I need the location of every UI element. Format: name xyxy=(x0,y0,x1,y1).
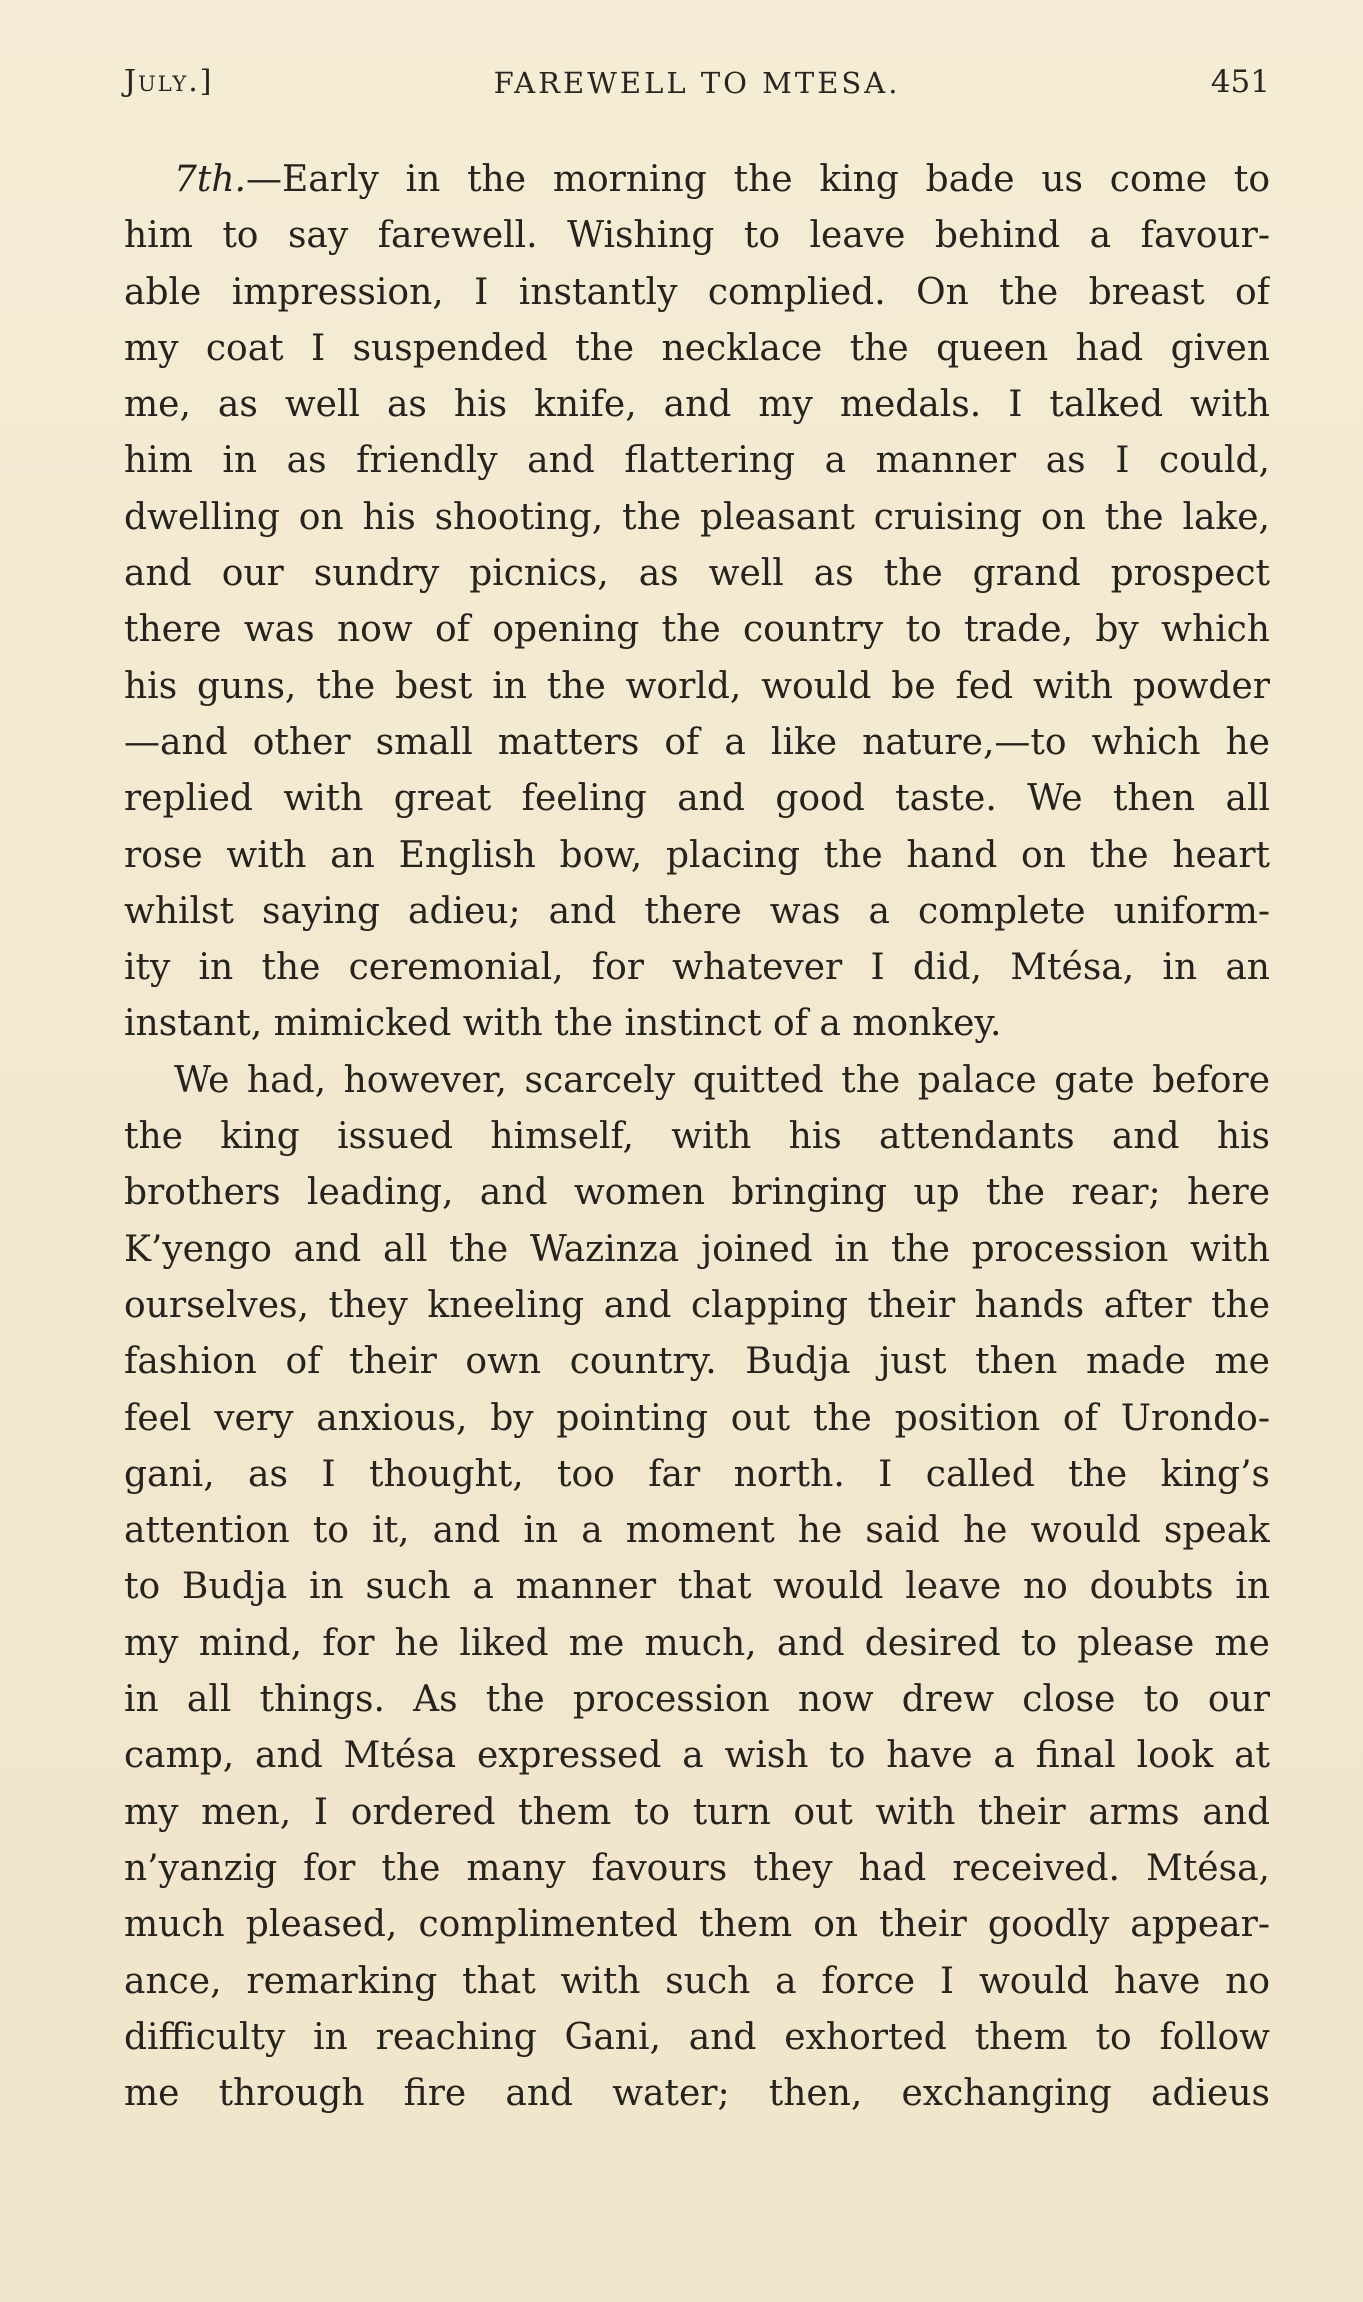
text-line: dwelling on his shooting, the pleasant cruising on the lake, xyxy=(124,496,1270,538)
text-line: feel very anxious, by pointing out the position of Urondo- xyxy=(124,1397,1270,1439)
date-italic: 7th. xyxy=(174,159,246,200)
text-line: instant, mimicked with the instinct of a monkey. xyxy=(124,1003,1002,1045)
text-line: my men, I ordered them to turn out with their arms and xyxy=(124,1791,1270,1833)
text-line: attention to it, and in a moment he said he would speak xyxy=(124,1510,1270,1552)
header-month: July.] xyxy=(124,64,214,99)
text-line: brothers leading, and women bringing up the rear; here xyxy=(124,1172,1270,1214)
text-line: him to say farewell. Wishing to leave behind a favour- xyxy=(124,215,1270,257)
text-line: in all things. As the procession now drew close to our xyxy=(124,1679,1270,1721)
text-line: fashion of their own country. Budja just then made me xyxy=(124,1341,1270,1383)
text-line: to Budja in such a manner that would leave no doubts in xyxy=(124,1566,1270,1608)
text-line: my mind, for he liked me much, and desired to please me xyxy=(124,1622,1270,1664)
text-line: my coat I suspended the necklace the queen had given xyxy=(124,327,1270,369)
text-line: rose with an English bow, placing the hand on the heart xyxy=(124,834,1270,876)
running-header xyxy=(124,64,1270,114)
text-line: camp, and Mtésa expressed a wish to have a final look at xyxy=(124,1735,1270,1777)
text-line: his guns, the best in the world, would be fed with powder xyxy=(124,665,1270,707)
text-line: there was now of opening the country to trade, by which xyxy=(124,609,1270,651)
header-chapter-title: FAREWELL TO MTESA. xyxy=(493,66,901,100)
page-number: 451 xyxy=(1210,64,1270,100)
body-text xyxy=(124,152,1270,2122)
text-line: him in as friendly and flattering a manner as I could, xyxy=(124,440,1270,482)
text-line: gani, as I thought, too far north. I called the king’s xyxy=(124,1453,1270,1495)
text-line: difficulty in reaching Gani, and exhorted them to follow xyxy=(124,2016,1270,2058)
text-line: n’yanzig for the many favours they had received. Mtésa, xyxy=(124,1847,1270,1889)
text-line: and our sundry picnics, as well as the grand prospect xyxy=(124,553,1270,595)
text-line: ity in the ceremonial, for whatever I did, Mtésa, in an xyxy=(124,947,1270,989)
text-line: able impression, I instantly complied. On the breast of xyxy=(124,271,1270,313)
text-line: me through fire and water; then, exchanging adieus xyxy=(124,2073,1270,2115)
text-line: me, as well as his knife, and my medals. I talked with xyxy=(124,384,1270,426)
text-line: the king issued himself, with his attendants and his xyxy=(124,1116,1270,1158)
text-line: replied with great feeling and good taste. We then all xyxy=(124,778,1270,820)
text-line: —and other small matters of a like nature,—to which he xyxy=(124,721,1270,763)
text-line: We had, however, scarcely quitted the palace gate before xyxy=(174,1059,1270,1101)
text-line: ance, remarking that with such a force I would have no xyxy=(124,1960,1270,2002)
text-line: ourselves, they kneeling and clapping their hands after the xyxy=(124,1284,1270,1326)
text-line: whilst saying adieu; and there was a complete uniform- xyxy=(124,890,1270,932)
text-line: much pleased, complimented them on their goodly appear- xyxy=(124,1904,1270,1946)
text-line: 7th.—Early in the morning the king bade us come to xyxy=(174,159,1270,200)
text-line: K’yengo and all the Wazinza joined in the procession with xyxy=(124,1228,1270,1270)
